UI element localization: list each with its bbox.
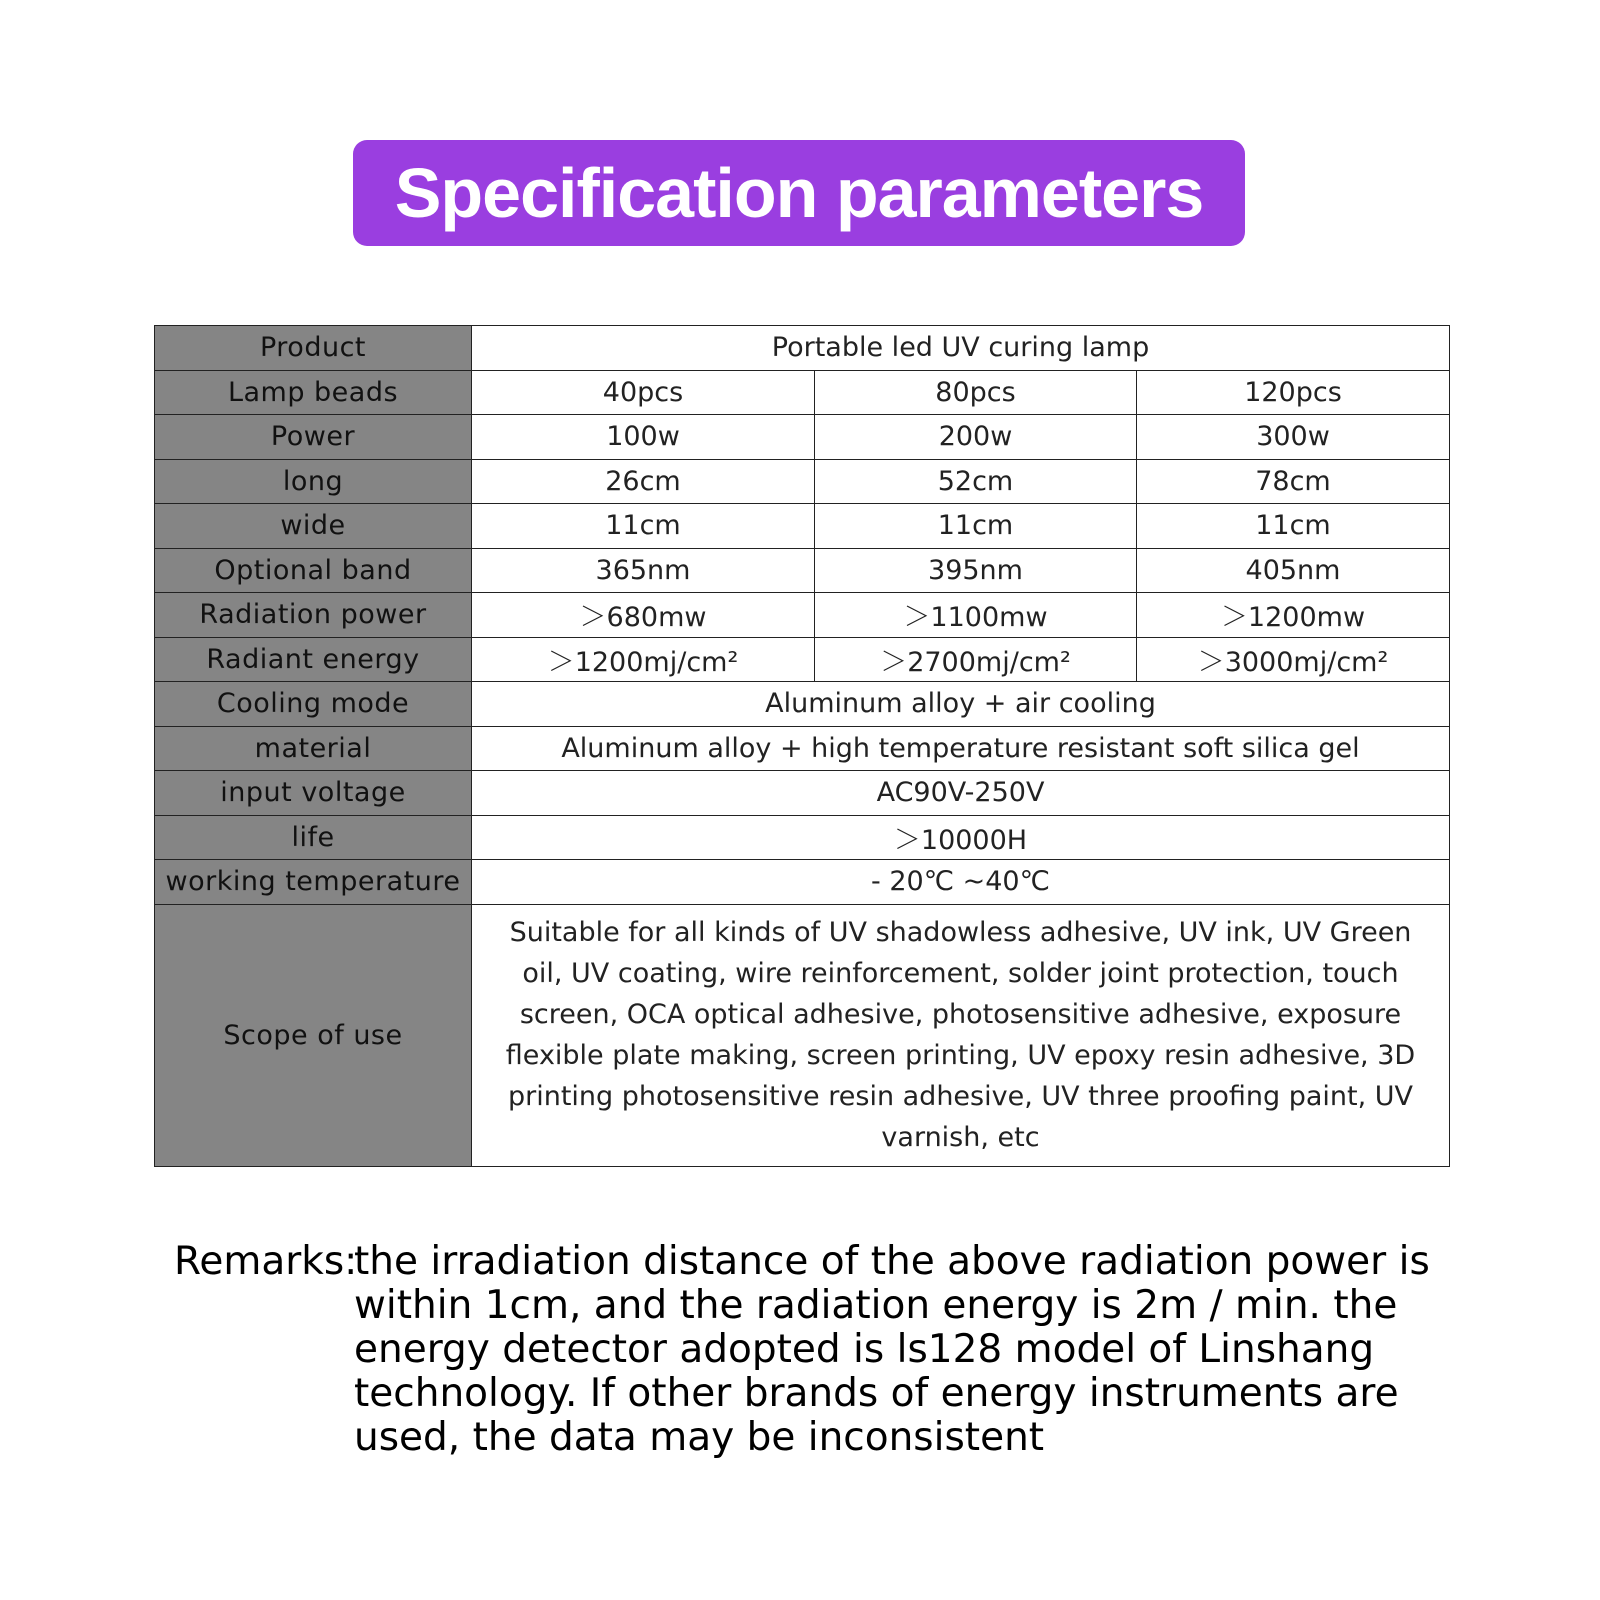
cell-value: 11cm xyxy=(1137,504,1450,549)
row-label: long xyxy=(155,459,472,504)
row-wide xyxy=(155,504,1450,549)
cell-value: 405nm xyxy=(1137,548,1450,593)
cell-value: ＞2700mj/cm² xyxy=(815,637,1137,682)
row-value: Aluminum alloy + high temperature resistant soft silica gel xyxy=(472,726,1450,771)
row-label: wide xyxy=(155,504,472,549)
cell-value: 78cm xyxy=(1137,459,1450,504)
row-long xyxy=(155,459,1450,504)
cell-value: 40pcs xyxy=(472,370,815,415)
row-label: Scope of use xyxy=(155,904,472,1166)
cell-value: 26cm xyxy=(472,459,815,504)
row-life xyxy=(155,815,1450,860)
row-value: AC90V-250V xyxy=(472,771,1450,816)
row-value: ＞10000H xyxy=(472,815,1450,860)
cell-value: 365nm xyxy=(472,548,815,593)
row-cooling-mode xyxy=(155,682,1450,727)
page-title: Specification parameters xyxy=(394,154,1204,232)
remarks xyxy=(174,1240,1434,1460)
title-banner xyxy=(353,140,1245,246)
row-value: Suitable for all kinds of UV shadowless adhesive, UV ink, UV Green oil, UV coating, wire reinforcement, solder joint protection, touch screen, OCA optical adhesive, photosensitive adhesive, exposure flexible plate making, screen printing, UV epoxy resin adhesive, 3D printing photosensitive resin adhesive, UV three proofing paint, UV varnish, etc xyxy=(472,904,1450,1166)
cell-value: 395nm xyxy=(815,548,1137,593)
cell-value: ＞1100mw xyxy=(815,593,1137,638)
cell-value: 120pcs xyxy=(1137,370,1450,415)
row-power xyxy=(155,415,1450,460)
cell-value: 80pcs xyxy=(815,370,1137,415)
row-label: material xyxy=(155,726,472,771)
cell-value: ＞680mw xyxy=(472,593,815,638)
cell-value: ＞1200mj/cm² xyxy=(472,637,815,682)
row-optional-band xyxy=(155,548,1450,593)
row-label: Lamp beads xyxy=(155,370,472,415)
row-radiation-power xyxy=(155,593,1450,638)
row-product xyxy=(155,326,1450,371)
row-label: Radiation power xyxy=(155,593,472,638)
row-lamp-beads xyxy=(155,370,1450,415)
row-label: Radiant energy xyxy=(155,637,472,682)
cell-value: 300w xyxy=(1137,415,1450,460)
cell-value: 52cm xyxy=(815,459,1137,504)
row-label: Power xyxy=(155,415,472,460)
row-label: working temperature xyxy=(155,860,472,905)
row-label: input voltage xyxy=(155,771,472,816)
row-label: Optional band xyxy=(155,548,472,593)
row-material xyxy=(155,726,1450,771)
cell-value: ＞1200mw xyxy=(1137,593,1450,638)
row-label: life xyxy=(155,815,472,860)
row-value: Portable led UV curing lamp xyxy=(472,326,1450,371)
remarks-label: Remarks: xyxy=(174,1239,358,1284)
row-value: - 20℃ ~40℃ xyxy=(472,860,1450,905)
cell-value: 100w xyxy=(472,415,815,460)
row-value: Aluminum alloy + air cooling xyxy=(472,682,1450,727)
row-label: Cooling mode xyxy=(155,682,472,727)
row-input-voltage xyxy=(155,771,1450,816)
cell-value: 200w xyxy=(815,415,1137,460)
row-radiant-energy xyxy=(155,637,1450,682)
row-label: Product xyxy=(155,326,472,371)
row-working-temperature xyxy=(155,860,1450,905)
remarks-text: the irradiation distance of the above radiation power is within 1cm, and the radiation energy is 2m / min. the energy detector adopted is ls128 model of Linshang technology. If other brands of energy instruments are used, the data may be inconsistent xyxy=(354,1239,1430,1460)
spec-table xyxy=(154,325,1450,1167)
cell-value: ＞3000mj/cm² xyxy=(1137,637,1450,682)
cell-value: 11cm xyxy=(472,504,815,549)
cell-value: 11cm xyxy=(815,504,1137,549)
row-scope-of-use xyxy=(155,904,1450,1166)
